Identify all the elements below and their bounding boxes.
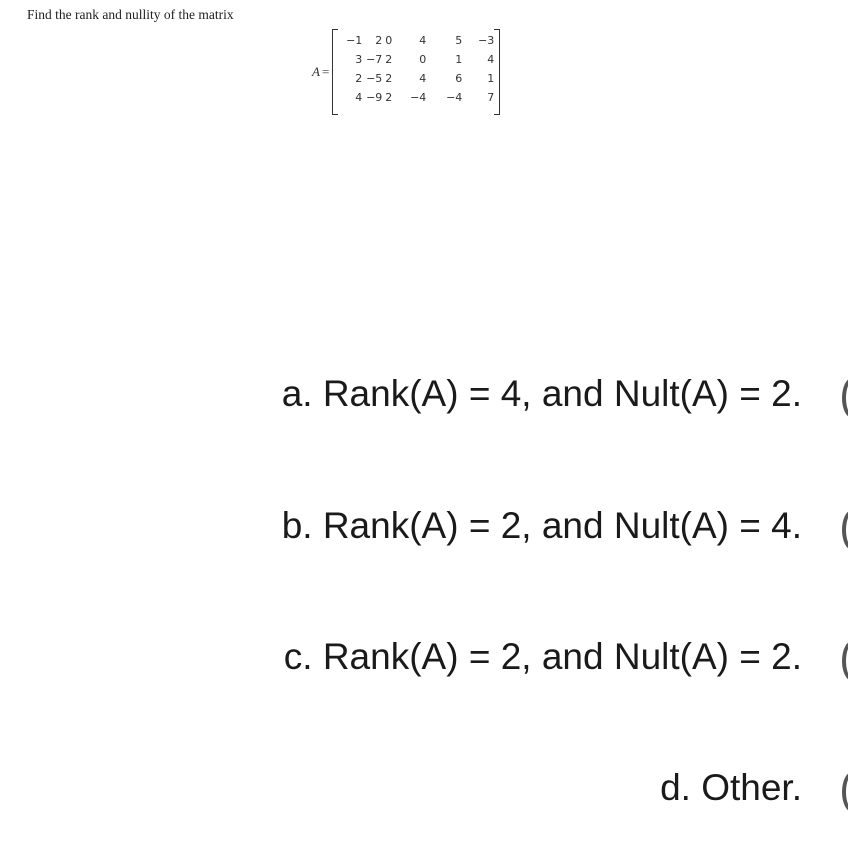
matrix-cell: −4	[410, 91, 427, 104]
matrix-equation	[312, 28, 500, 116]
matrix-cell: 4	[355, 91, 363, 104]
matrix-cell: 4	[419, 72, 427, 85]
option-b[interactable]: b. Rank(A) = 2, and Nult(A) = 4.	[281, 505, 802, 546]
matrix-cell: −3	[478, 34, 495, 47]
matrix-cell: 4	[419, 34, 427, 47]
matrix-cell: 5	[455, 34, 463, 47]
equals-sign: =	[321, 64, 330, 79]
matrix-brackets	[332, 29, 500, 115]
matrix-cell: −4	[446, 91, 463, 104]
option-a-radio[interactable]	[842, 378, 848, 418]
question-text: Find the rank and nullity of the matrix	[27, 7, 234, 22]
matrix-cell: 7	[487, 91, 495, 104]
matrix-cell: 1	[455, 53, 463, 66]
matrix-cell: 2	[385, 91, 393, 104]
matrix-cell: 0	[419, 53, 427, 66]
option-a[interactable]: a. Rank(A) = 4, and Nult(A) = 2.	[281, 373, 802, 414]
matrix-cell: 3	[355, 53, 363, 66]
matrix-cell: −9	[366, 91, 383, 104]
matrix-cell: 1	[487, 72, 495, 85]
option-d-radio[interactable]	[842, 772, 848, 812]
option-c-radio[interactable]	[842, 641, 848, 681]
option-b-radio[interactable]	[842, 510, 848, 550]
matrix-cell: −5	[366, 72, 383, 85]
matrix-cell: 2	[375, 34, 383, 47]
matrix-cell: 4	[487, 53, 495, 66]
matrix-cell: 2	[385, 72, 393, 85]
option-d[interactable]: d. Other.	[660, 767, 802, 808]
matrix-cell: 6	[455, 72, 463, 85]
matrix-grid	[336, 29, 496, 109]
matrix-cell: 2	[385, 53, 393, 66]
matrix-label: A	[312, 64, 320, 79]
matrix-cell: 2	[355, 72, 363, 85]
matrix-cell: −1	[346, 34, 363, 47]
matrix-cell: −7	[366, 53, 383, 66]
option-c[interactable]: c. Rank(A) = 2, and Nult(A) = 2.	[283, 636, 802, 677]
matrix-cell: 0	[385, 34, 393, 47]
